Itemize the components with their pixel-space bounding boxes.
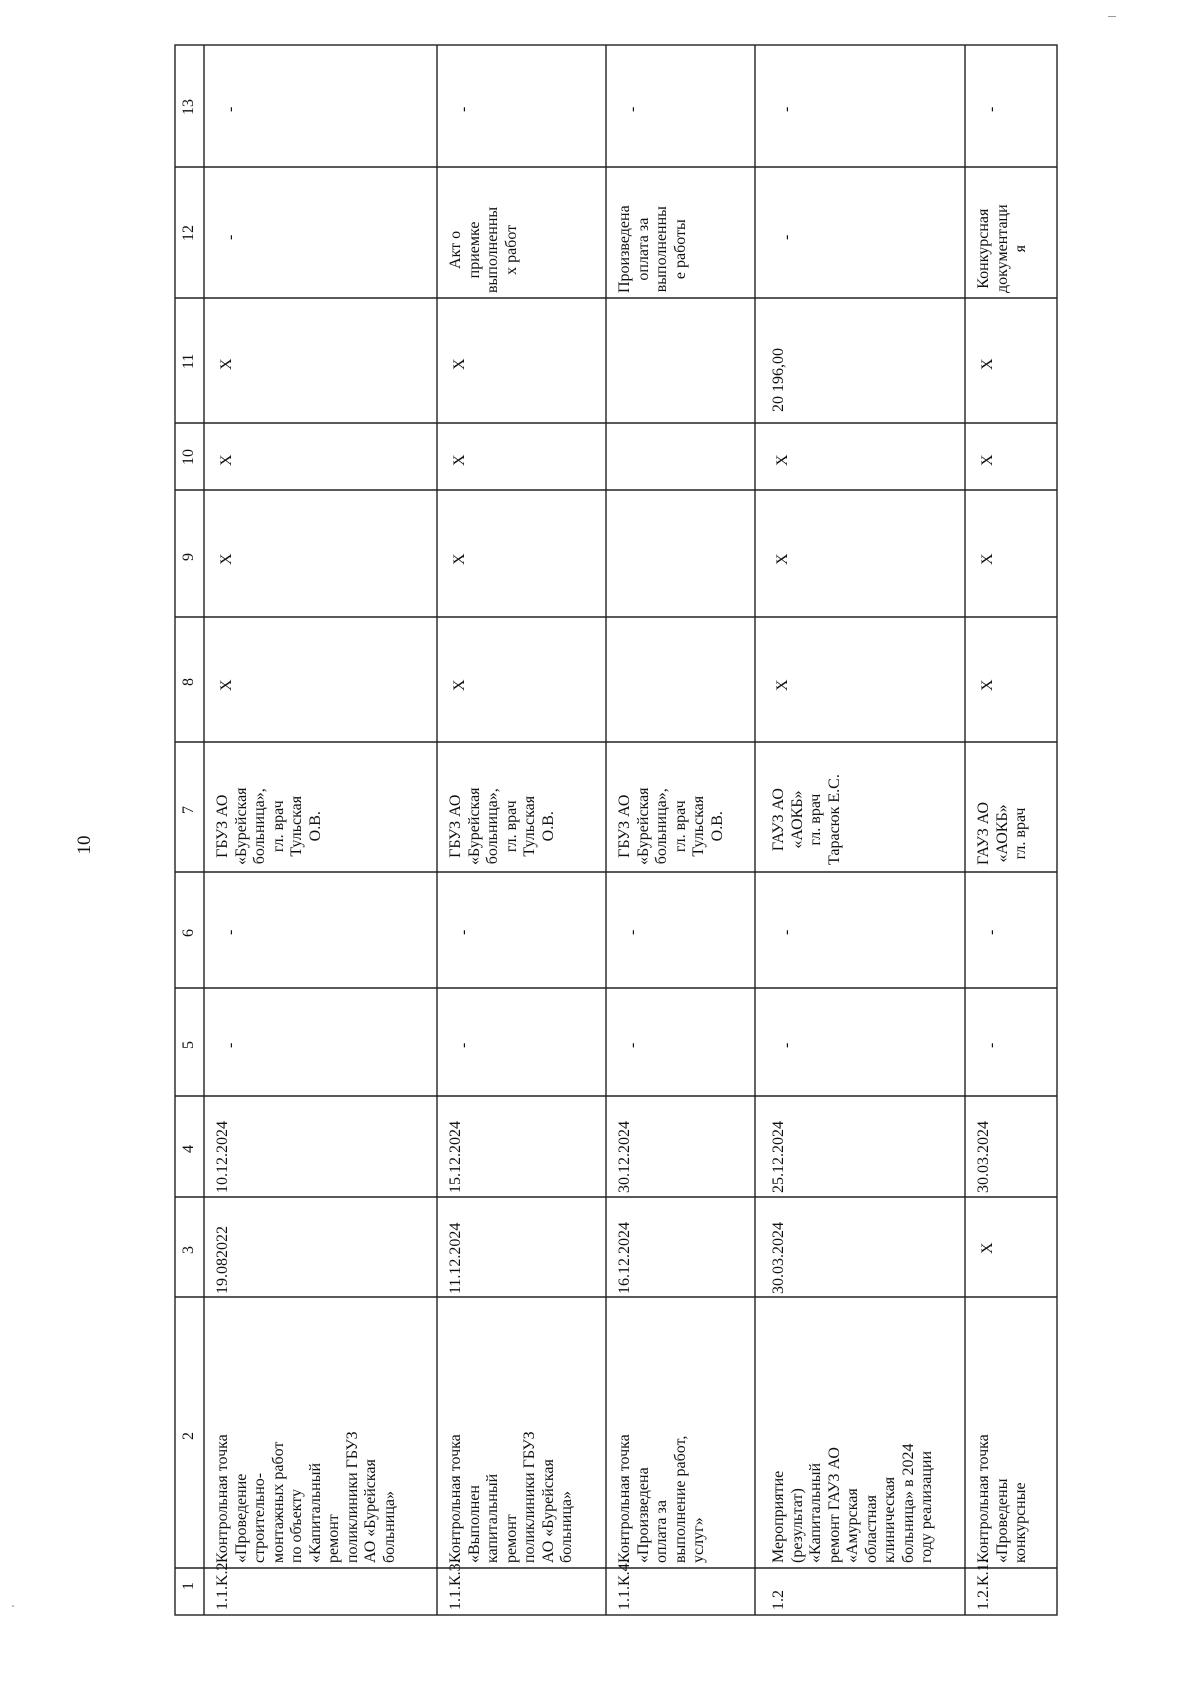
col-number-7: 7 [180, 806, 197, 814]
row-3-responsible: ГБУЗ АО «Бурейская больница», гл. врач Тульская О.В. [616, 787, 726, 865]
col-number-10: 10 [180, 449, 197, 465]
col-number-11: 11 [180, 353, 197, 369]
row-2-c11: X [451, 358, 468, 370]
row-4-c8: X [774, 679, 791, 691]
row-4-name: Мероприятие (результат) «Капитальный ремонт ГАУЗ АО «Амурская областная клиническая больница» в 2024 году реализации [770, 1443, 935, 1563]
row-5-name: Контрольная точка «Проведены конкурсные [975, 1434, 1029, 1563]
row-5-end: 30.03.2024 [975, 1121, 992, 1193]
row-1-name: Контрольная точка «Проведение строительно- монтажных работ по объекту «Капитальный ремонт поликлиники ГБУЗ АО «Бурейская больница» [214, 1431, 398, 1563]
row-3-c6: - [624, 929, 641, 935]
row-4-c6: - [778, 929, 795, 935]
row-5-id: 1.2.К.1. [975, 1559, 992, 1610]
row-5-c13: - [983, 106, 1000, 112]
row-1-start: 19.082022 [214, 1226, 231, 1294]
row-4-c10: X [774, 454, 791, 466]
row-1-c6: - [222, 929, 239, 935]
row-4-c13: - [778, 106, 795, 112]
row-4-c9: X [774, 553, 791, 565]
row-5-c6: - [983, 929, 1000, 935]
row-2-c8: X [451, 679, 468, 691]
row-5-c5: - [983, 1042, 1000, 1048]
col-number-2: 2 [180, 1432, 197, 1440]
col-number-4: 4 [180, 1145, 197, 1153]
row-5-c10: X [979, 454, 996, 466]
row-1-c9: X [218, 553, 235, 565]
col-number-12: 12 [180, 225, 197, 241]
row-3-c5: - [624, 1042, 641, 1048]
row-3-c13: - [624, 106, 641, 112]
row-5-start: X [979, 1242, 996, 1254]
row-1-c12: - [222, 234, 239, 240]
row-2-c9: X [451, 553, 468, 565]
row-2-c13: - [455, 106, 472, 112]
row-3-c12: Произведена оплата за выполненны е работы [616, 205, 689, 293]
row-4-c12: - [778, 234, 795, 240]
col-number-9: 9 [180, 553, 197, 561]
row-2-c12: Акт о приемке выполненны х работ [447, 206, 520, 293]
row-4-end: 25.12.2024 [770, 1121, 787, 1193]
row-1-c8: X [218, 679, 235, 691]
col-number-8: 8 [180, 678, 197, 686]
row-2-c10: X [451, 454, 468, 466]
row-1-end: 10.12.2024 [214, 1121, 231, 1193]
row-2-end: 15.12.2024 [447, 1121, 464, 1193]
col-number-1: 1 [180, 1582, 197, 1590]
row-5-c12: Конкурсная документаци я [975, 204, 1029, 293]
row-4-id: 1.2 [770, 1590, 787, 1610]
row-1-c5: - [222, 1042, 239, 1048]
row-2-responsible: ГБУЗ АО «Бурейская больница», гл. врач Тульская О.В. [447, 787, 557, 865]
col-number-6: 6 [180, 929, 197, 937]
row-3-id: 1.1.К.4. [616, 1559, 633, 1610]
row-3-name: Контрольная точка «Произведена оплата за выполнение работ, услуг» [616, 1434, 707, 1563]
row-4-c11: 20 196,00 [770, 348, 787, 412]
row-5-c8: X [979, 679, 996, 691]
row-2-c5: - [455, 1042, 472, 1048]
col-number-5: 5 [180, 1041, 197, 1049]
page-number: 10 [74, 835, 95, 855]
row-5-c11: X [979, 358, 996, 370]
row-5-c9: X [979, 553, 996, 565]
row-2-id: 1.1.К.3. [447, 1559, 464, 1610]
row-4-start: 30.03.2024 [770, 1222, 787, 1294]
row-1-c10: X [218, 454, 235, 466]
row-2-name: Контрольная точка «Выполнен капитальный ремонт поликлиники ГБУЗ АО «Бурейская больница» [447, 1431, 575, 1563]
row-3-start: 16.12.2024 [616, 1222, 633, 1294]
row-2-start: 11.12.2024 [447, 1222, 464, 1294]
row-1-id: 1.1.K.2. [214, 1558, 231, 1610]
col-number-13: 13 [180, 99, 197, 115]
row-4-responsible: ГАУЗ АО «АОКБ» гл. врач Тарасюк Е.С. [770, 774, 843, 865]
row-1-responsible: ГБУЗ АО «Бурейская больница», гл. врач Тульская О.В. [214, 787, 324, 865]
row-2-c6: - [455, 929, 472, 935]
row-1-c13: - [222, 106, 239, 112]
row-3-end: 30.12.2024 [616, 1121, 633, 1193]
row-1-c11: X [218, 358, 235, 370]
col-number-3: 3 [180, 1246, 197, 1254]
row-5-responsible: ГАУЗ АО «АОКБ» гл. врач [975, 801, 1029, 865]
row-4-c5: - [778, 1042, 795, 1048]
